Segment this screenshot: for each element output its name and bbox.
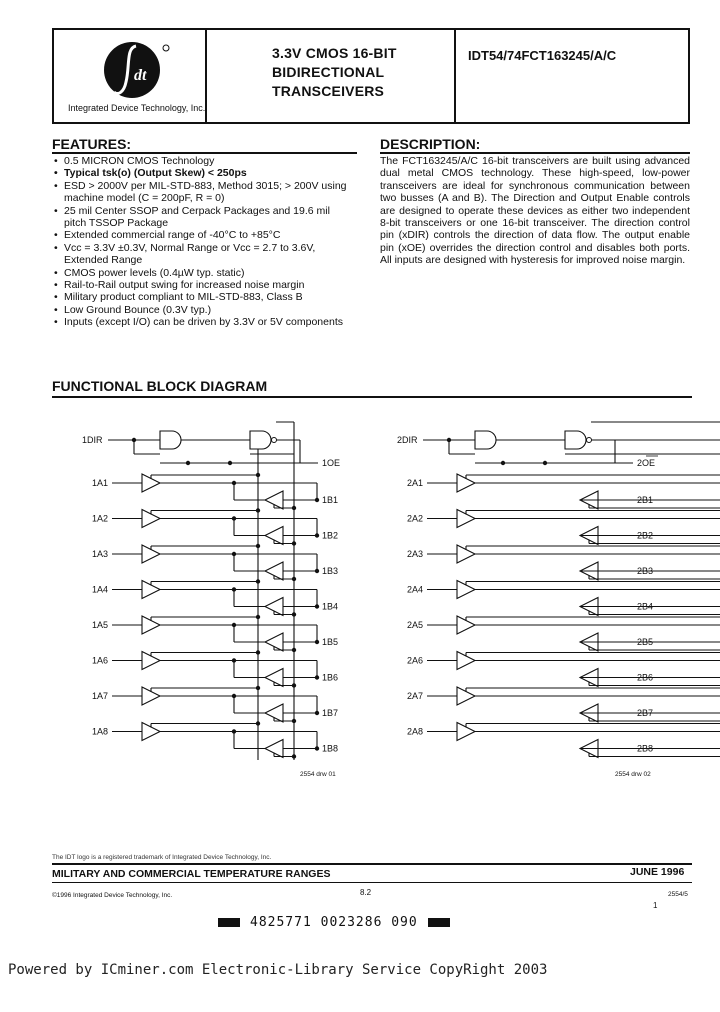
pin-label: 1A3 [92, 549, 109, 559]
feature-item: • 25 mil Center SSOP and Cerpack Packages and 19.6 mil pitch TSSOP Package [52, 205, 352, 230]
feature-item: • Vcc = 3.3V ±0.3V, Normal Range or Vcc = 2.7 to 3.6V, Extended Range [52, 242, 352, 267]
pin-label: 2A4 [407, 584, 424, 595]
description-heading: DESCRIPTION: [380, 136, 481, 152]
description-text: The FCT163245/A/C 16-bit transceivers are built using advanced dual metal CMOS technology. These high-speed, low-power transceivers are ideal for synchronous communication between two busses (A and B). The Direction and Output Enable controls are designed to operate these devices as either two independent 8-bit transceivers or one 16-bit transceiver. The direction control pin (xDIR) controls the direction of data flow. The output enable pin (xOE) overrides the direction control and disables both ports. All inputs are designed with hysteresis for improved noise margin. [380, 155, 690, 267]
pin-label: 2DIR [397, 435, 418, 445]
pin-label: 2A1 [407, 478, 424, 488]
title-line: 3.3V CMOS 16-BIT [272, 45, 397, 61]
issue-date: JUNE 1996 [630, 866, 685, 878]
barcode [208, 915, 460, 930]
pin-label: 1DIR [82, 435, 103, 445]
pin-label: 1B3 [322, 566, 339, 576]
pin-label: 1B7 [322, 708, 339, 718]
pin-label: 2A7 [407, 691, 424, 701]
inverter-bubble [587, 438, 592, 443]
pin-label: 2B1 [637, 495, 654, 505]
feature-item: • Low Ground Bounce (0.3V typ.) [52, 304, 352, 316]
barcode-block [218, 918, 240, 927]
feature-item: • Extended commercial range of -40°C to +85°C [52, 229, 352, 241]
barcode-text: 4825771 0023286 090 [250, 915, 418, 930]
company-name: Integrated Device Technology, Inc. [68, 103, 206, 113]
footer-rule [52, 882, 692, 883]
trademark-note: The IDT logo is a registered trademark of Integrated Device Technology, Inc. [52, 854, 272, 861]
logo-letters: dt [134, 67, 147, 84]
pin-label: 2A8 [407, 726, 424, 737]
and-gate [160, 431, 181, 449]
pin-label: 1A5 [92, 620, 109, 630]
pin-label: 1A8 [92, 726, 109, 737]
pin-label: 1B2 [322, 530, 339, 541]
pin-label: 1B5 [322, 637, 339, 647]
pin-label: 1A6 [92, 655, 109, 666]
feature-item: • Typical tsk(o) (Output Skew) < 250ps [52, 167, 352, 179]
pin-label: 1A4 [92, 584, 109, 595]
pin-label: 1OE [322, 458, 341, 468]
features-heading: FEATURES: [52, 136, 132, 152]
pin-label: 2B6 [637, 672, 654, 683]
and-gate [475, 431, 496, 449]
pin-label: 2554 drw 01 [300, 771, 336, 778]
pin-label: 2A3 [407, 549, 424, 559]
pin-label: 2B7 [637, 708, 654, 718]
junction-dot [186, 461, 190, 465]
junction-dot [543, 461, 547, 465]
feature-item: • Military product compliant to MIL-STD-883, Class B [52, 291, 352, 303]
pin-label: 2A2 [407, 513, 424, 524]
title-line: TRANSCEIVERS [272, 83, 385, 99]
page-number: 8.2 [360, 888, 372, 897]
pin-label: 2B8 [637, 743, 654, 754]
footer-rule [52, 863, 692, 865]
feature-item: • CMOS power levels (0.4µW typ. static) [52, 267, 352, 279]
pin-label: 1A2 [92, 513, 109, 524]
pin-label: 2B3 [637, 566, 654, 576]
pin-label: 1B6 [322, 672, 339, 683]
copyright: ©1996 Integrated Device Technology, Inc. [52, 892, 173, 899]
pin-label: 1B1 [322, 495, 339, 505]
pin-label: 2B4 [637, 601, 654, 612]
pin-label: 1A1 [92, 478, 109, 488]
sheet-number: 1 [653, 901, 658, 910]
part-number: IDT54/74FCT163245/A/C [468, 48, 617, 63]
document-number: 2554/5 [668, 891, 688, 898]
pin-label: 1B8 [322, 743, 339, 754]
and-gate [565, 431, 586, 449]
temperature-range: MILITARY AND COMMERCIAL TEMPERATURE RANGES [52, 868, 331, 880]
junction-dot [501, 461, 505, 465]
pin-label: 2A6 [407, 655, 424, 666]
junction-dot [228, 461, 232, 465]
feature-item: • Inputs (except I/O) can be driven by 3.3V or 5V components [52, 316, 352, 328]
block-diagram-heading: FUNCTIONAL BLOCK DIAGRAM [52, 378, 268, 394]
title-line: BIDIRECTIONAL [272, 64, 385, 80]
feature-item: • Rail-to-Rail output swing for increased noise margin [52, 279, 352, 291]
pin-label: 2B2 [637, 530, 654, 541]
pin-label: 1A7 [92, 691, 109, 701]
and-gate [250, 431, 271, 449]
pin-label: 2OE [637, 458, 656, 468]
pin-label: 2A5 [407, 620, 424, 630]
pin-label: 2554 drw 02 [615, 771, 651, 778]
pin-label: 2B5 [637, 637, 654, 647]
inverter-bubble [272, 438, 277, 443]
feature-item: • ESD > 2000V per MIL-STD-883, Method 3015; > 200V using machine model (C = 200pF, R = 0) [52, 180, 352, 205]
powered-by: Powered by ICminer.com Electronic-Library Service CopyRight 2003 [8, 962, 548, 978]
feature-item: • 0.5 MICRON CMOS Technology [52, 155, 352, 167]
barcode-block [428, 918, 450, 927]
pin-label: 1B4 [322, 601, 339, 612]
